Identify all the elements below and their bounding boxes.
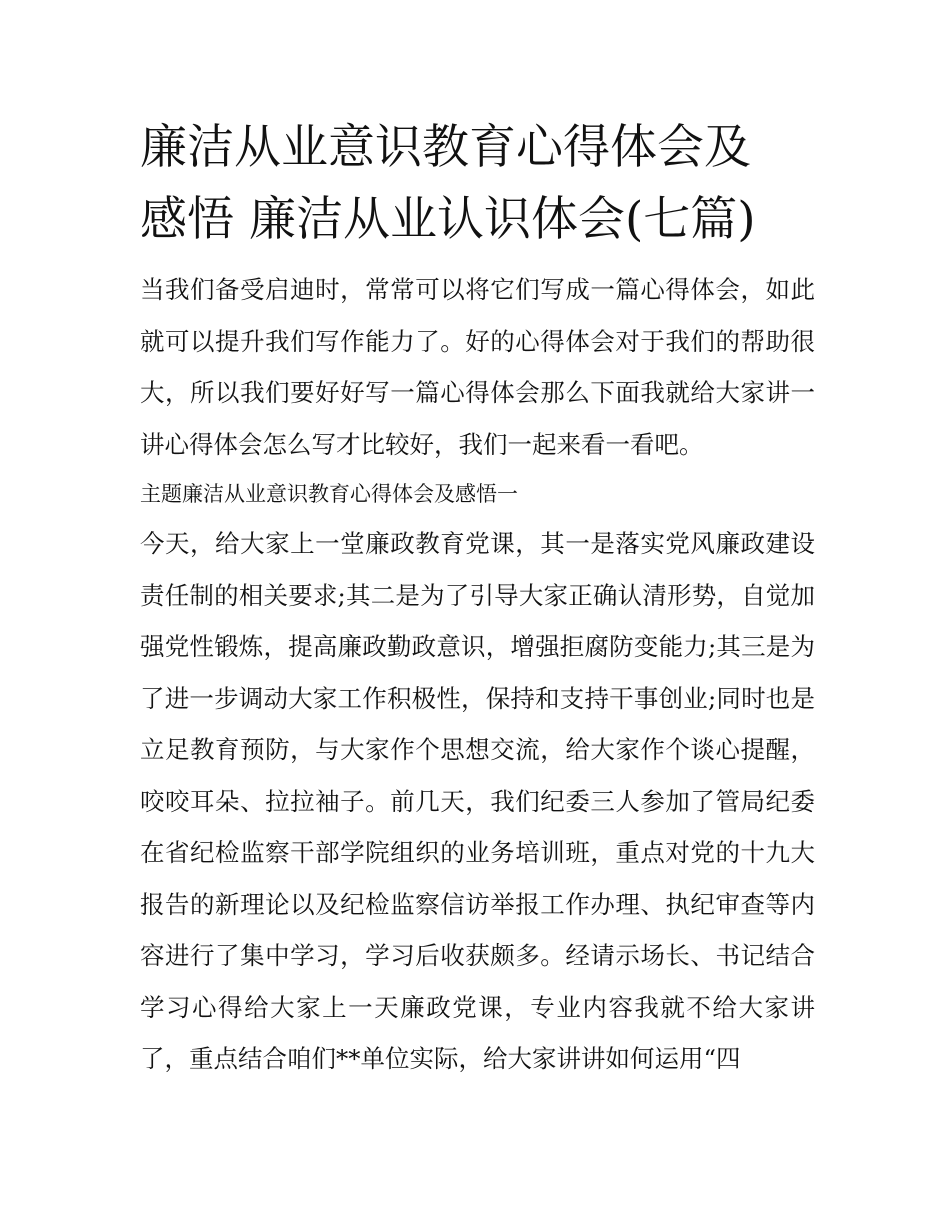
title-line-2: 感悟 廉洁从业认识体会(七篇) <box>140 192 756 247</box>
intro-paragraph: 当我们备受启迪时，常常可以将它们写成一篇心得体会，如此就可以提升我们写作能力了。好的心得体会对于我们的帮助很大，所以我们要好好写一篇心得体会那么下面我就给大家讲一讲心得体会怎么写才比较好，我们一起来看一看吧。 <box>140 275 815 459</box>
document-title <box>140 112 815 256</box>
document-content <box>140 112 815 1085</box>
section-body-paragraph: 今天，给大家上一堂廉政教育党课，其一是落实党风廉政建设责任制的相关要求;其二是为了引导大家正确认清形势，自觉加强党性锻炼，提高廉政勤政意识，增强拒腐防变能力;其三是为了进一步调动大家工作积极性，保持和支持干事创业;同时也是立足教育预防，与大家作个思想交流，给大家作个谈心提醒，咬咬耳朵、拉拉袖子。前几天，我们纪委三人参加了管局纪委在省纪检监察干部学院组织的业务培训班，重点对党的十九大报告的新理论以及纪检监察信访举报工作办理、执纪审查等内容进行了集中学习，学习后收获颇多。经请示场长、书记结合学习心得给大家上一天廉政党课，专业内容我就不给大家讲了，重点结合咱们**单位实际，给大家讲讲如何运用“四 <box>140 529 815 1073</box>
section-heading: 主题廉洁从业意识教育心得体会及感悟一 <box>140 482 518 506</box>
title-line-1: 廉洁从业意识教育心得体会及 <box>140 120 751 175</box>
